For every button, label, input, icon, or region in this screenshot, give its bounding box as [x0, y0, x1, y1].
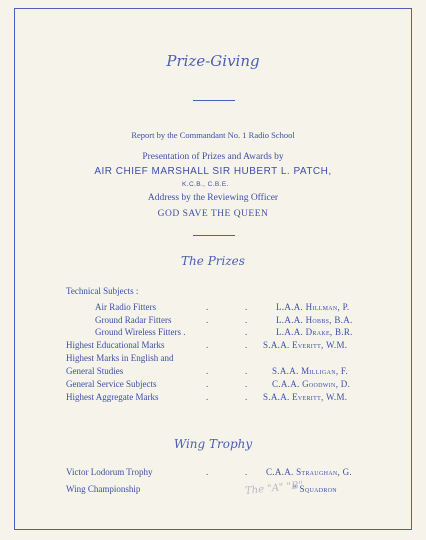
leader-dot: .	[206, 315, 209, 325]
trophy-winner: C.A.A. Straughan, G.	[266, 467, 352, 477]
programme-anthem: GOD SAVE THE QUEEN	[157, 209, 269, 219]
prize-label: Air Radio Fitters	[95, 302, 156, 312]
prizes-heading: The Prizes	[181, 254, 245, 268]
programme-report: Report by the Commandant No. 1 Radio School	[131, 130, 295, 140]
title-divider	[193, 100, 235, 101]
prize-winner: C.A.A. Goodwin, D.	[272, 379, 351, 389]
leader-dot: .	[245, 327, 248, 337]
wing-heading: Wing Trophy	[173, 437, 253, 451]
prizes-group-label: Technical Subjects :	[66, 286, 139, 296]
prize-label: Ground Radar Fitters	[95, 315, 172, 325]
leader-dot: .	[206, 392, 209, 402]
prize-winner: S.A.A. Everitt, W.M.	[263, 392, 348, 402]
leader-dot: .	[245, 392, 248, 402]
prize-winner: S.A.A. Everitt, W.M.	[263, 340, 348, 350]
prize-label: Ground Wireless Fitters .	[95, 327, 186, 337]
programme-presentation: Presentation of Prizes and Awards by	[142, 152, 284, 162]
leader-dot: .	[245, 315, 248, 325]
handwritten-annotation: The "A" "B"	[244, 479, 304, 498]
leader-dot: .	[206, 340, 209, 350]
leader-dot: .	[245, 379, 248, 389]
programme-divider	[193, 235, 235, 236]
programme-presenter: AIR CHIEF MARSHALL SIR HUBERT L. PATCH,	[94, 166, 332, 177]
page-title: Prize-Giving	[166, 52, 260, 70]
prize-winner: L.A.A. Drake, B.R.	[276, 327, 353, 337]
leader-dot: .	[206, 379, 209, 389]
prize-label: Highest Marks in English and	[66, 353, 174, 363]
programme-address: Address by the Reviewing Officer	[147, 193, 279, 203]
leader-dot: .	[206, 366, 209, 376]
prize-winner: L.A.A. Hillman, P.	[276, 302, 350, 312]
prize-label: Highest Aggregate Marks	[66, 392, 159, 402]
leader-dot: .	[245, 302, 248, 312]
leader-dot: .	[245, 467, 248, 477]
prize-winner: L.A.A. Hobbs, B.A.	[276, 315, 353, 325]
trophy-label: Victor Lodorum Trophy	[66, 467, 153, 477]
leader-dot: .	[245, 366, 248, 376]
programme-honours: K.C.B., C.B.E.	[182, 181, 229, 188]
prize-winner: S.A.A. Milligan, F.	[272, 366, 349, 376]
leader-dot: .	[206, 467, 209, 477]
trophy-winner: " Squadron	[293, 484, 337, 494]
prize-label: Highest Educational Marks	[66, 340, 165, 350]
page-border	[14, 8, 412, 530]
leader-dot: .	[206, 302, 209, 312]
trophy-label: Wing Championship	[66, 484, 141, 494]
prize-label: General Service Subjects	[66, 379, 157, 389]
prize-label: General Studies	[66, 366, 124, 376]
leader-dot: .	[245, 340, 248, 350]
